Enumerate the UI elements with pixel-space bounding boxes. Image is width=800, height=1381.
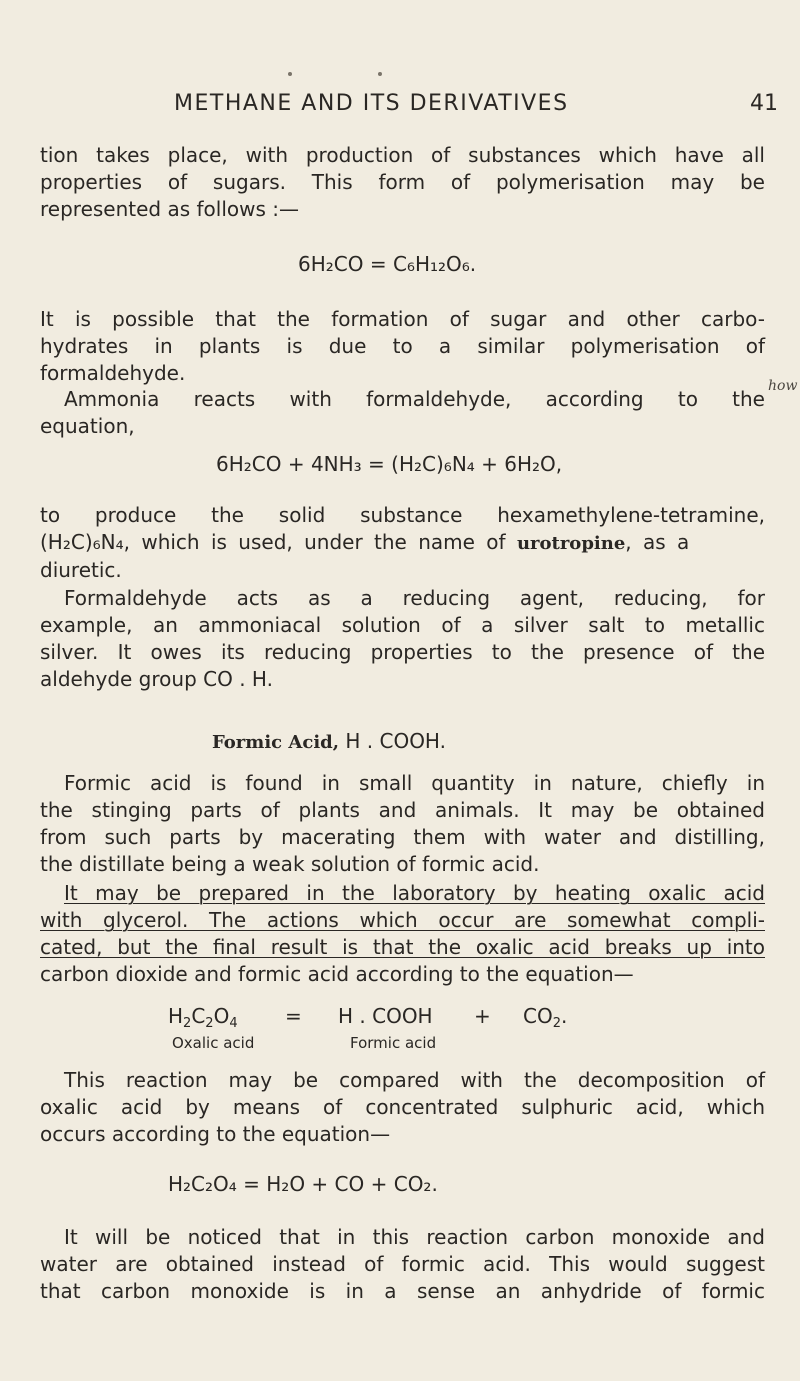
text-line: Formic acid is found in small quantity in nature, chiefly in [64, 771, 765, 795]
equation-sugar: 6H₂CO = C₆H₁₂O₆. [298, 252, 477, 276]
text-line: the stinging parts of plants and animals. It may be obtained [40, 798, 765, 822]
text-line: It will be noticed that in this reaction carbon monoxide and [64, 1225, 765, 1249]
text-line: carbon dioxide and formic acid according to the equation— [40, 962, 634, 986]
ink-speck [288, 72, 292, 76]
text-line: to produce the solid substance hexamethylene-tetramine, [40, 503, 765, 527]
text-line: cated, but the final result is that the oxalic acid breaks up into [40, 935, 765, 959]
ink-speck [378, 72, 382, 76]
formula-oxalic-acid: $H_2C_2O_4$ [168, 1004, 238, 1031]
text-line: properties of sugars. This form of polymerisation may be [40, 170, 765, 194]
text-line: the distillate being a weak solution of formic acid. [40, 852, 540, 876]
page-number: 41 [750, 91, 778, 116]
text-line: Ammonia reacts with formaldehyde, according to the [64, 387, 765, 411]
running-head: METHANE AND ITS DERIVATIVES [174, 91, 569, 116]
equals-sign: = [285, 1004, 302, 1028]
text-line: from such parts by macerating them with water and distilling, [40, 825, 765, 849]
plus-sign: + [474, 1004, 491, 1028]
equation-sulphuric-decomposition: H₂C₂O₄ = H₂O + CO + CO₂. [168, 1172, 438, 1196]
text-line: oxalic acid by means of concentrated sulphuric acid, which [40, 1095, 765, 1119]
text-fragment: , as a [625, 530, 690, 554]
equation-hexamine: 6H₂CO + 4NH₃ = (H₂C)₆N₄ + 6H₂O, [216, 452, 563, 476]
text-line: Formaldehyde acts as a reducing agent, reducing, for [64, 586, 765, 610]
paragraph-reducing-agent [40, 585, 765, 693]
text-line: silver. It owes its reducing properties to the presence of the [40, 640, 765, 664]
text-line: example, an ammoniacal solution of a silver salt to metallic [40, 613, 765, 637]
text-fragment: (H₂C)₆N₄, which is used, under the name of [40, 530, 506, 554]
text-line: It is possible that the formation of sugar and other carbo- [40, 307, 765, 331]
formula-formic-acid: H . COOH [338, 1004, 433, 1028]
paragraph-anhydride [40, 1224, 765, 1305]
formula-carbon-dioxide: $CO_2$. [523, 1004, 568, 1031]
text-line: occurs according to the equation— [40, 1122, 391, 1146]
paragraph-sulphuric-acid [40, 1067, 765, 1148]
caption-formic-acid: Formic acid [350, 1034, 437, 1052]
text-line: water are obtained instead of formic acid. This would suggest [40, 1252, 765, 1276]
text-line: formaldehyde. [40, 361, 186, 385]
paragraph-formic-preparation [40, 880, 765, 988]
text-line: with glycerol. The actions which occur are somewhat compli- [40, 908, 765, 932]
text-line: This reaction may be compared with the decomposition of [64, 1068, 765, 1092]
section-heading-formic-acid [212, 729, 446, 753]
paragraph-ammonia [40, 386, 765, 440]
paragraph-formic-nature [40, 770, 765, 878]
margin-handwriting: how [768, 378, 798, 394]
text-line: tion takes place, with production of substances which have all [40, 143, 765, 167]
paragraph-urotropine [40, 502, 765, 584]
text-line: represented as follows :— [40, 197, 300, 221]
heading-title: Formic Acid, [212, 732, 340, 753]
caption-oxalic-acid: Oxalic acid [172, 1034, 255, 1052]
text-line: that carbon monoxide is in a sense an anhydride of formic [40, 1279, 765, 1303]
text-line: aldehyde group CO . H. [40, 667, 273, 691]
text-line: It may be prepared in the laboratory by heating oxalic acid [64, 881, 765, 905]
term-urotropine: urotropine [516, 533, 626, 554]
text-line: diuretic. [40, 558, 122, 582]
paragraph-carbohydrates [40, 306, 765, 387]
text-line: equation, [40, 414, 135, 438]
paragraph-polymerisation [40, 142, 765, 223]
heading-formula: H . COOH. [345, 729, 446, 753]
page-header [0, 91, 800, 125]
text-line [40, 529, 765, 557]
text-line: hydrates in plants is due to a similar polymerisation of [40, 334, 765, 358]
